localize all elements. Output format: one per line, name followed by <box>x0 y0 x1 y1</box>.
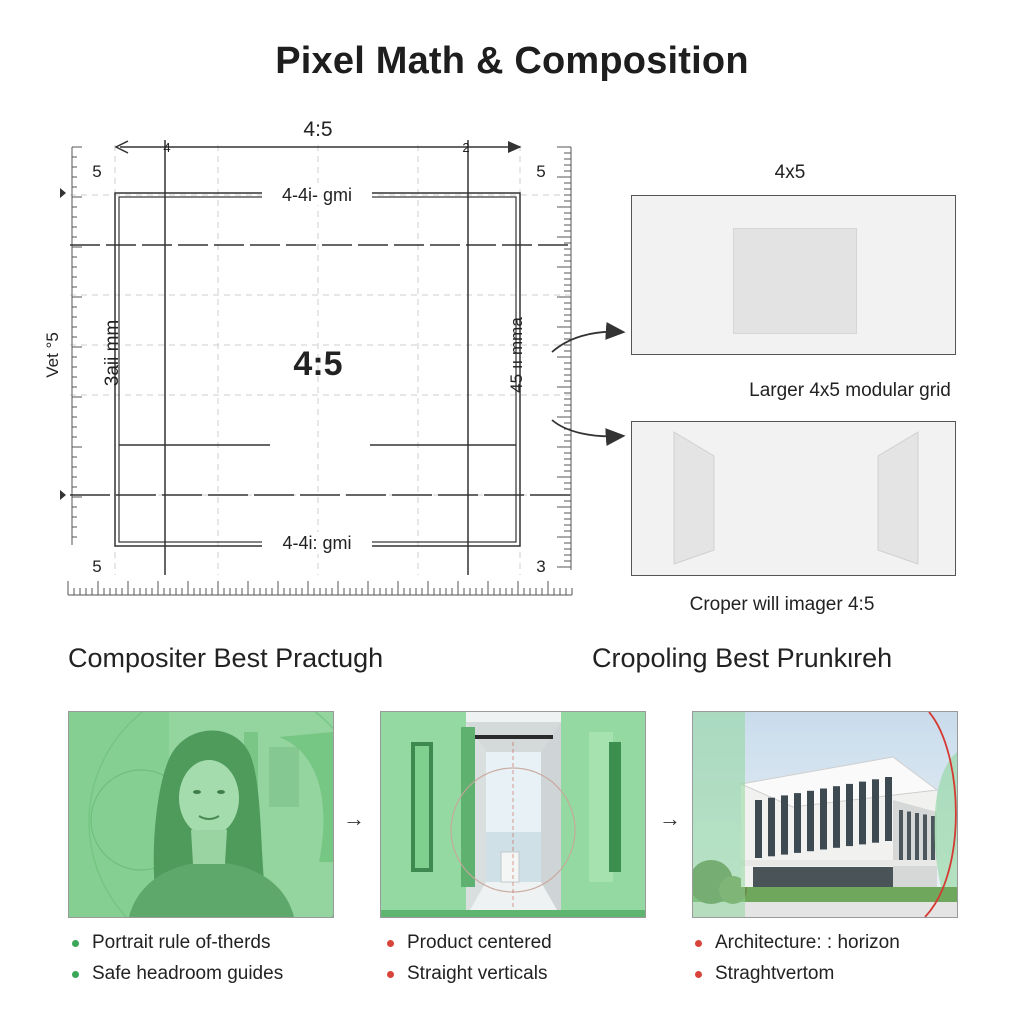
product-corridor-photo-icon <box>380 711 646 918</box>
list-item <box>68 927 358 958</box>
bullet-dot-icon <box>387 940 394 947</box>
inner-bottom-label: 4-4i: gmi <box>282 533 352 553</box>
inner-top-label: 4-4i- gmi <box>281 185 353 205</box>
bottom-crop-panel <box>631 421 956 576</box>
top-tick-right: 2 <box>462 140 470 155</box>
flow-arrow: → <box>343 806 365 831</box>
right-ruler <box>557 147 571 570</box>
bullet-text: Straight verticals <box>407 963 548 984</box>
left-marker-arrow <box>60 188 66 198</box>
card-2-bullets <box>383 927 673 989</box>
corner-top-left: 5 <box>92 162 102 181</box>
bullet-dot-icon <box>72 940 79 947</box>
left-ruler <box>72 147 82 545</box>
list-item <box>691 927 1001 958</box>
modular-grid-cell <box>733 228 857 334</box>
bullet-text: Safe headroom guides <box>92 963 284 984</box>
corner-top-right: 5 <box>536 162 546 181</box>
bullet-dot-icon <box>695 940 702 947</box>
top-panel-caption: Larger 4x5 modular grid <box>749 380 951 401</box>
page-title: Pixel Math & Composition <box>275 40 749 82</box>
bullet-dot-icon <box>387 971 394 978</box>
composition-section-title: Compositer Best Practugh <box>68 643 384 673</box>
bottom-panel-caption: Croper will imager 4:5 <box>689 594 875 615</box>
flow-arrow: → <box>659 806 681 831</box>
corner-bottom-right: 3 <box>536 557 546 576</box>
portrait-photo-icon <box>68 711 334 918</box>
perspective-panels <box>632 422 955 575</box>
top-panel-label: 4x5 <box>774 162 806 183</box>
center-label: 4:5 <box>293 345 343 383</box>
outer-left-label: Vet °5 <box>43 332 62 378</box>
curved-arrow-bottom <box>552 420 622 436</box>
bullet-text: Portrait rule of-therds <box>92 932 271 953</box>
left-marker-arrow <box>60 490 66 500</box>
list-item <box>68 958 358 989</box>
bullet-dot-icon <box>72 971 79 978</box>
card-1-bullets <box>68 927 358 989</box>
bullet-dot-icon <box>695 971 702 978</box>
curved-arrow-top <box>552 332 622 352</box>
list-item <box>383 927 673 958</box>
right-side-label: 45 ıı mma <box>507 317 526 393</box>
left-side-label: 3aii mm <box>102 319 123 387</box>
bullet-text: Straghtvertom <box>715 963 835 984</box>
card-3-bullets <box>691 927 1001 989</box>
bullet-text: Product centered <box>407 932 552 953</box>
list-item <box>691 958 1001 989</box>
cropping-section-title: Cropoling Best Prunkιreh <box>592 643 893 673</box>
list-item <box>383 958 673 989</box>
corner-bottom-left: 5 <box>92 557 102 576</box>
bullet-text: Architecture: : horizon <box>715 932 900 953</box>
top-crop-panel <box>631 195 956 355</box>
top-label: 4:5 <box>303 118 333 141</box>
top-tick-left: 4 <box>163 140 171 155</box>
bottom-ruler <box>68 581 572 595</box>
architecture-photo-icon <box>692 711 958 918</box>
